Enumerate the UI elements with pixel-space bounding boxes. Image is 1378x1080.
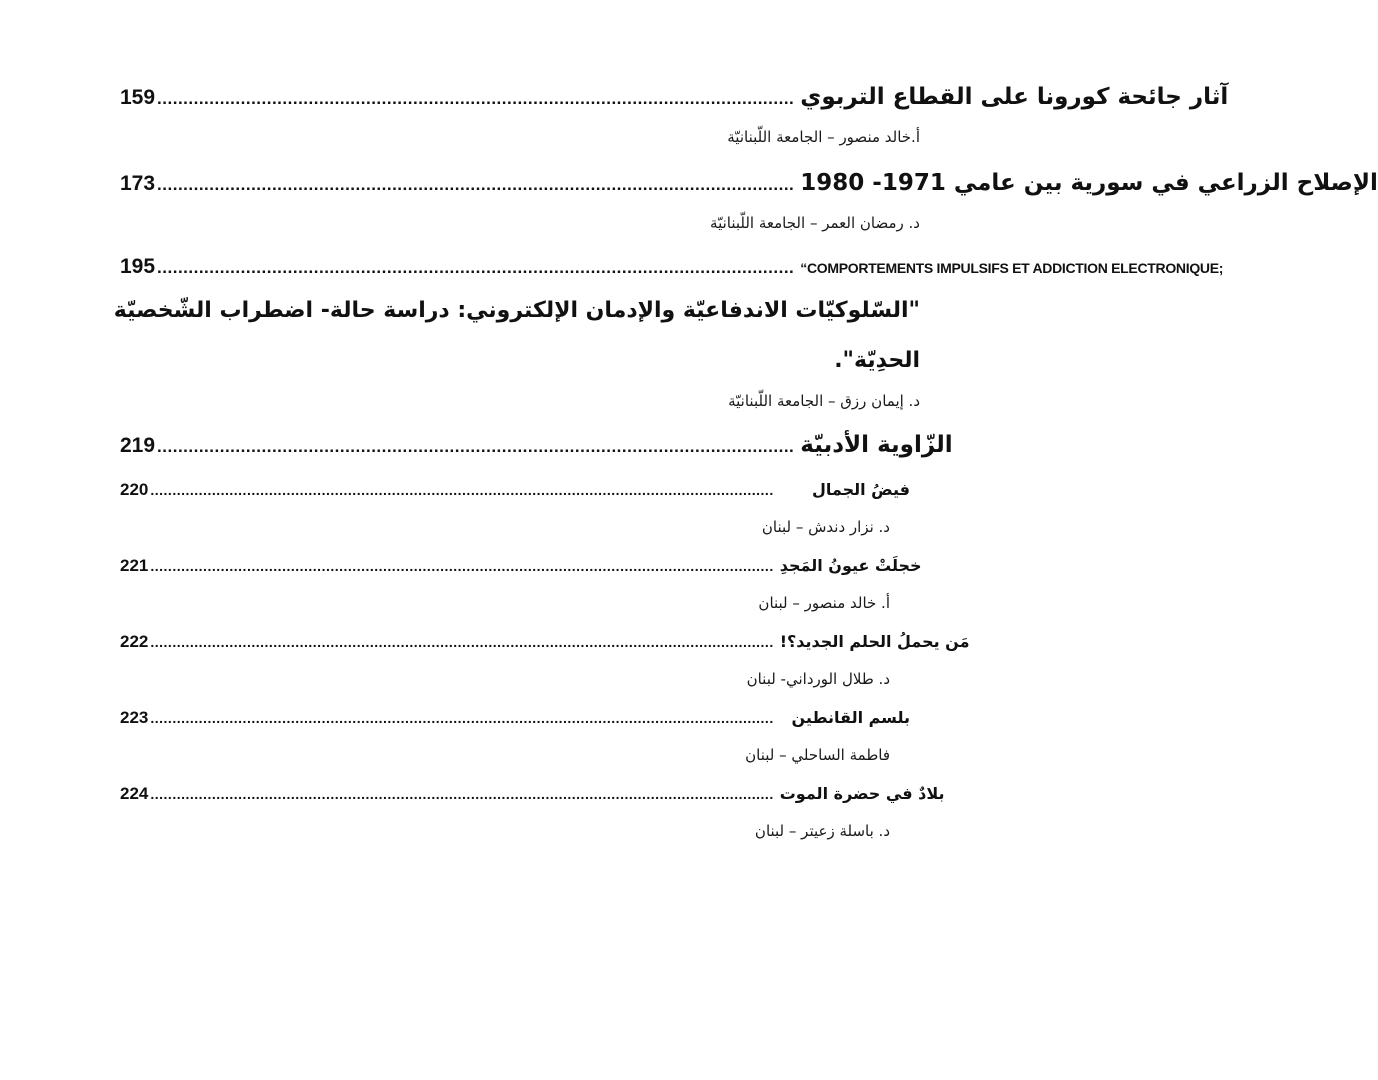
- page-number: 220: [120, 480, 149, 499]
- entry-author: فاطمة الساحلي – لبنان: [745, 746, 890, 764]
- page-number: 223: [120, 708, 149, 727]
- toc-sub-entry[interactable]: [120, 708, 910, 728]
- toc-entry[interactable]: [120, 255, 1224, 279]
- dot-leader: ..........................................................................................................................: [157, 175, 795, 194]
- page-number: 221: [120, 556, 149, 575]
- toc-section-header[interactable]: [120, 432, 953, 458]
- dot-leader: ..........................................................................................................................: [157, 258, 795, 277]
- page-number: 224: [120, 784, 149, 803]
- entry-title: الإصلاح الزراعي في سورية بين عامي 1971- 1980: [800, 170, 1378, 196]
- dot-leader: ..........................................................................................................................: [157, 437, 795, 456]
- entry-subtitle-line: الحدِيّة".: [834, 348, 920, 373]
- toc-sub-entry[interactable]: [120, 784, 945, 804]
- entry-author: د. إيمان رزق – الجامعة اللّبنانيّة: [728, 392, 920, 410]
- entry-author: د. باسلة زعيتر – لبنان: [754, 822, 890, 840]
- toc-sub-entry[interactable]: [120, 556, 922, 576]
- entry-title: فيضُ الجمال: [811, 480, 910, 499]
- entry-title: خجلَتْ عيونُ المَجدِ: [779, 556, 922, 575]
- page-number: 222: [120, 632, 149, 651]
- page-number: 219: [120, 434, 156, 457]
- entry-title: آثار جائحة كورونا على القطاع التربوي: [800, 84, 1229, 110]
- entry-author: د. رمضان العمر – الجامعة اللّبنانيّة: [710, 214, 920, 232]
- section-title: الزّاوية الأدبيّة: [800, 432, 953, 458]
- toc-sub-entry[interactable]: [120, 632, 970, 652]
- dot-leader: ..............................................................................................................................................: [150, 482, 774, 498]
- toc-entry[interactable]: [120, 170, 1378, 196]
- entry-subtitle-line: "السّلوكيّات الاندفاعيّة والإدمان الإلكتروني: دراسة حالة- اضطراب الشّخصيّة: [113, 298, 920, 323]
- entry-title: بلسم القانطين: [791, 708, 910, 727]
- entry-title: بلادٌ في حضرة الموت: [779, 784, 945, 803]
- entry-author: د. نزار دندش – لبنان: [761, 518, 890, 536]
- page-number: 195: [120, 255, 156, 278]
- dot-leader: ..........................................................................................................................: [157, 89, 795, 108]
- page-number: 159: [120, 86, 156, 109]
- entry-author: أ.خالد منصور – الجامعة اللّبنانيّة: [727, 128, 920, 146]
- entry-author: د. طلال الورداني- لبنان: [746, 670, 890, 688]
- entry-title: مَن يحملُ الحلم الجديد؟!: [779, 632, 970, 651]
- entry-author: أ. خالد منصور – لبنان: [758, 594, 890, 612]
- dot-leader: ..............................................................................................................................................: [150, 634, 774, 650]
- toc-sub-entry[interactable]: [120, 480, 910, 500]
- page-number: 173: [120, 172, 156, 195]
- dot-leader: ..............................................................................................................................................: [150, 786, 774, 802]
- dot-leader: ..............................................................................................................................................: [150, 558, 774, 574]
- entry-title: “COMPORTEMENTS IMPULSIFS ET ADDICTION ELECTRONIQUE;: [800, 260, 1224, 276]
- dot-leader: ..............................................................................................................................................: [150, 710, 774, 726]
- toc-entry[interactable]: [120, 84, 1229, 110]
